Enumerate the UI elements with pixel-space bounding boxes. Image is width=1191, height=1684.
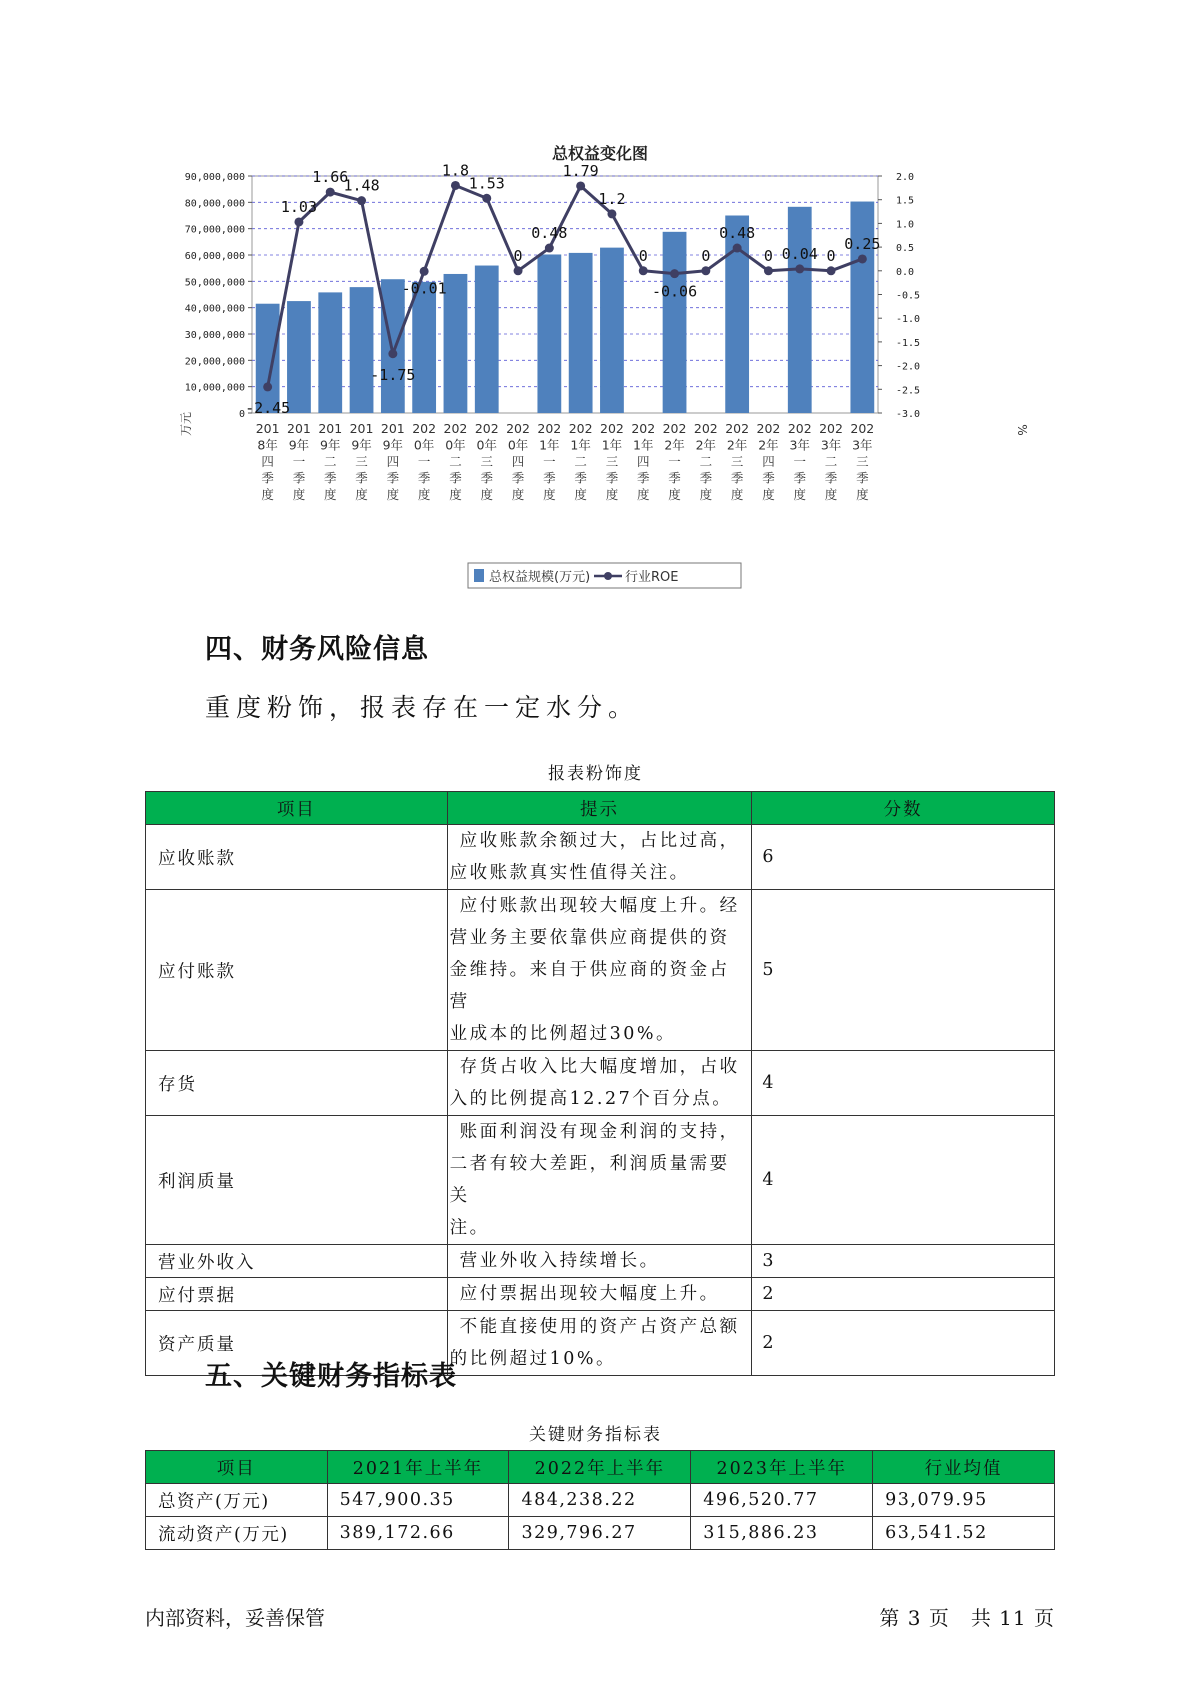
roe-data-label: 1.8 [441,161,469,180]
hint-line: 应收账款真实性值得关注。 [449,863,690,883]
hint-line: 存货占收入比大幅度增加，占收 [459,1057,740,1077]
value-2021h1: 389,172.66 [327,1517,509,1550]
equity-change-chart [150,130,1029,600]
bar [788,207,812,413]
x-tick-label: 201 8年四季度 [255,421,280,502]
right-tick-label: 2.0 [896,172,915,183]
hint-line: 业成本的比例超过30%。 [449,1024,677,1044]
row-item: 流动资产(万元) [146,1517,328,1550]
right-tick-label: 0.5 [896,243,915,255]
roe-data-label: 0 [701,246,711,265]
roe-point [388,349,397,358]
section-heading-financial-risk: 四、财务风险信息 [205,634,429,665]
left-axis-unit: 万元 [179,411,193,437]
roe-point [701,266,710,275]
right-tick-label: 0.0 [896,266,915,278]
y-tick-label: 90,000,000 [184,172,245,183]
roe-data-label: 1.53 [468,174,505,193]
row-score: 2 [752,1278,1055,1311]
roe-point [420,267,429,276]
bar [537,254,561,413]
hint-line: 应付票据出现较大幅度上升。 [459,1284,720,1304]
value-industry-avg: 63,541.52 [873,1517,1055,1550]
bar [318,292,342,413]
roe-data-label: 1.2 [598,189,626,208]
risk-summary-text: 重度粉饰，报表存在一定水分。 [205,693,640,722]
table-row [146,890,1055,1051]
x-tick-label: 202 0年三季度 [474,421,499,502]
row-item: 存货 [146,1051,448,1116]
header-score: 分数 [752,792,1055,825]
x-tick-label: 202 1年四季度 [631,421,656,502]
chart-title: 总权益变化图 [551,144,649,163]
grid-lines [252,176,881,413]
roe-data-label: -0.01 [401,279,447,298]
y-tick-label: 0 [238,409,245,420]
bar [256,304,280,413]
roe-data-label: 0.04 [781,244,818,263]
bar [287,301,311,413]
right-tick-label: -2.0 [896,361,921,373]
hint-line: 应付账款出现较大幅度上升。经 [459,896,740,916]
right-axis-unit: % [1015,424,1029,436]
row-item: 利润质量 [146,1116,448,1245]
x-tick-label: 202 3年三季度 [850,421,875,502]
roe-data-label: 0.48 [531,224,568,243]
chart-legend [468,563,741,588]
roe-point [764,266,773,275]
value-2023h1: 496,520.77 [691,1484,873,1517]
roe-point [827,266,836,275]
roe-data-label: 0.48 [719,224,756,243]
row-score: 4 [752,1051,1055,1116]
roe-point [482,194,491,203]
header-2023h1: 2023年上半年 [691,1451,873,1484]
plot-frame [252,176,881,413]
x-tick-label: 202 2年二季度 [693,421,718,502]
hint-line: 营业务主要依靠供应商提供的资 [449,928,730,948]
header-industry-avg: 行业均值 [873,1451,1055,1484]
table-row [146,825,1055,890]
roe-data-label: 0 [638,246,648,265]
right-tick-label: -1.5 [896,337,921,349]
roe-point [795,264,804,273]
value-2021h1: 547,900.35 [327,1484,509,1517]
y-tick-label: 20,000,000 [184,356,245,368]
row-score: 4 [752,1116,1055,1245]
row-hint [447,1116,752,1245]
legend-line-label: 行业ROE [625,570,679,585]
value-industry-avg: 93,079.95 [873,1484,1055,1517]
value-2022h1: 484,238.22 [509,1484,691,1517]
roe-point [451,181,460,190]
bar [444,274,468,413]
hint-line: 二者有较大差距，利润质量需要关 [449,1154,730,1206]
bar [412,282,436,413]
roe-point [263,382,272,391]
header-2022h1: 2022年上半年 [509,1451,691,1484]
roe-point [576,181,585,190]
roe-data-label: -1.75 [370,365,416,384]
x-tick-label: 201 9年二季度 [318,421,343,502]
right-tick-label: -2.5 [896,385,921,397]
row-item: 总资产(万元) [146,1484,328,1517]
roe-point [733,244,742,253]
hint-line: 注。 [449,1218,490,1238]
hint-line: 入的比例提高12.27个百分点。 [449,1089,733,1109]
roe-data-label: 1.48 [343,176,380,195]
row-hint [447,825,752,890]
legend-bar-swatch [474,569,484,582]
hint-line: 不能直接使用的资产占资产总额 [459,1317,740,1337]
roe-data-label: 1.66 [312,168,349,187]
table-row [146,1484,1055,1517]
table-row [146,1051,1055,1116]
table-caption-key-indicators: 关键财务指标表 [529,1425,662,1445]
x-tick-label: 202 2年四季度 [756,421,781,502]
table-row [146,1278,1055,1311]
hint-line: 应收账款余额过大，占比过高， [459,831,740,851]
section-heading-key-indicators: 五、关键财务指标表 [205,1361,457,1392]
x-tick-label: 202 2年三季度 [725,421,750,502]
legend-bar-label: 总权益规模(万元) [489,570,591,585]
x-tick-label: 202 3年一季度 [787,421,812,502]
bar [381,279,405,413]
row-item: 应收账款 [146,825,448,890]
roe-data-label: 0.25 [844,234,881,253]
x-axis-labels [256,421,875,502]
chart-canvas [150,130,1029,600]
roe-point [514,266,523,275]
roe-point [858,254,867,263]
row-item: 应付票据 [146,1278,448,1311]
x-tick-label: 201 9年三季度 [349,421,374,502]
right-tick-label: -3.0 [896,409,921,420]
x-tick-label: 202 1年一季度 [537,421,562,502]
row-hint [447,890,752,1051]
bar [850,202,874,413]
hint-line: 的比例超过10%。 [449,1349,617,1369]
header-item: 项目 [146,1451,328,1484]
left-axis-ticks [185,172,252,420]
roe-data-label: -0.06 [651,282,698,301]
footer-confidential-note: 内部资料，妥善保管 [145,1606,325,1630]
x-tick-label: 202 0年二季度 [443,421,468,502]
row-hint [447,1051,752,1116]
hint-line: 金维持。来自于供应商的资金占营 [449,960,730,1012]
right-axis-ticks [878,172,920,420]
x-tick-label: 202 1年二季度 [568,421,593,502]
y-tick-label: 80,000,000 [184,198,245,210]
hint-line: 营业外收入持续增长。 [459,1251,660,1271]
roe-data-label: -2.45 [245,398,291,417]
row-item: 营业外收入 [146,1245,448,1278]
bar [600,248,624,413]
right-tick-label: -1.0 [896,314,921,326]
roe-data-label: 0 [513,246,523,265]
y-tick-label: 50,000,000 [184,277,245,289]
table-header-row [146,1451,1055,1484]
roe-data-label: 0 [826,246,836,265]
y-tick-label: 70,000,000 [184,224,245,236]
y-tick-label: 10,000,000 [184,382,245,394]
x-tick-label: 202 1年三季度 [600,421,624,502]
x-tick-label: 202 3年二季度 [819,421,843,502]
hint-line: 账面利润没有现金利润的支持， [459,1122,740,1142]
table-row [146,1116,1055,1245]
right-tick-label: -0.5 [896,290,921,302]
right-tick-label: 1.0 [896,219,915,231]
row-item: 应付账款 [146,890,448,1051]
header-hint: 提示 [447,792,752,825]
roe-point [357,196,366,205]
header-2021h1: 2021年上半年 [327,1451,509,1484]
row-score: 3 [752,1245,1055,1278]
row-score: 6 [752,825,1055,890]
header-item: 项目 [146,792,448,825]
whitewash-table [145,791,1055,1376]
row-item: 资产质量 [146,1311,448,1376]
roe-point [607,209,616,218]
key-indicators-table [145,1450,1055,1550]
legend-line-marker [604,572,612,580]
footer-page-number: 第 3 页 共 11 页 [879,1606,1055,1630]
bar [350,287,374,413]
table-caption-whitewash: 报表粉饰度 [548,764,643,784]
x-tick-label: 202 0年一季度 [412,421,437,502]
value-2023h1: 315,886.23 [691,1517,873,1550]
roe-data-label: 1.79 [562,161,599,180]
x-tick-label: 202 0年四季度 [506,421,530,502]
x-tick-label: 202 2年一季度 [662,421,687,502]
x-tick-label: 201 9年四季度 [380,421,405,502]
roe-point [326,188,335,197]
y-tick-label: 30,000,000 [184,330,245,341]
y-tick-label: 60,000,000 [184,251,245,262]
value-2022h1: 329,796.27 [509,1517,691,1550]
roe-point [294,217,303,226]
row-score: 5 [752,890,1055,1051]
roe-point [545,244,554,253]
roe-point [670,269,679,278]
row-hint [447,1245,752,1278]
roe-point [639,266,648,275]
right-tick-label: 1.5 [896,195,915,207]
table-row [146,1245,1055,1278]
roe-data-label: 1.03 [280,197,318,216]
bar [663,232,687,413]
table-row [146,1517,1055,1550]
table-header-row [146,792,1055,825]
row-score: 2 [752,1311,1055,1376]
bar [569,253,593,413]
roe-data-label: 0 [763,246,773,265]
bar [475,266,499,413]
y-tick-label: 40,000,000 [184,303,245,315]
row-hint [447,1278,752,1311]
row-hint [447,1311,752,1376]
x-tick-label: 201 9年一季度 [287,421,311,502]
